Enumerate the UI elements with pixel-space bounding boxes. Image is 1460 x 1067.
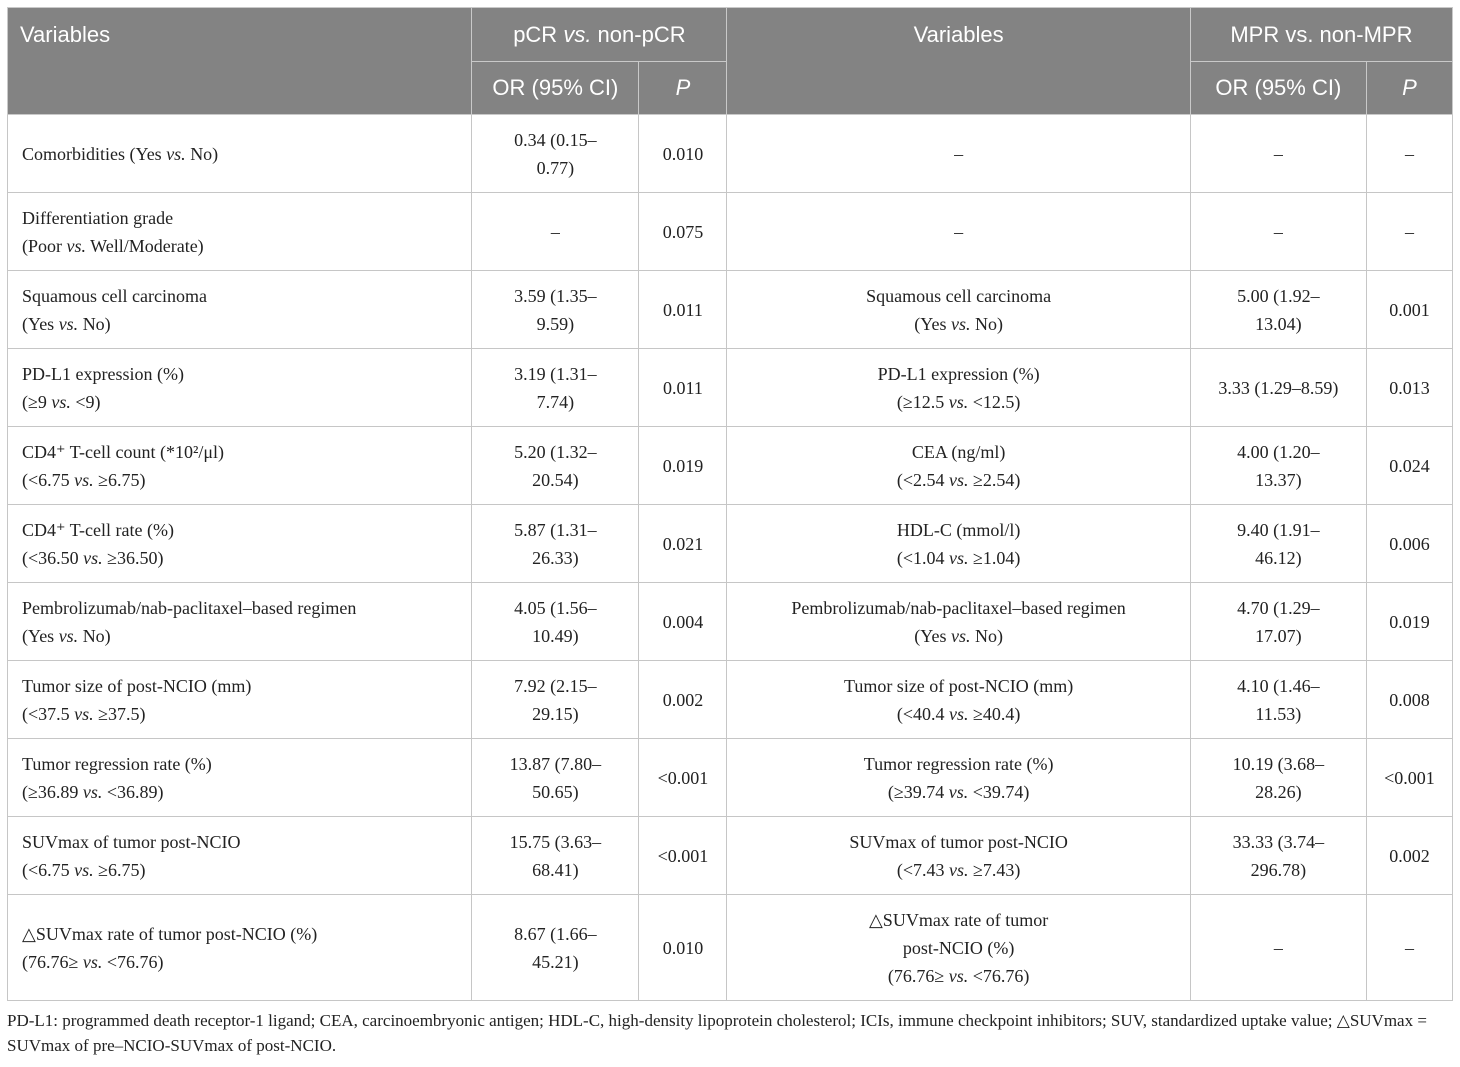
left-variable-cell [8,115,472,193]
right-or-cell [1190,505,1366,583]
cell-line: 13.87 (7.80– [509,753,602,774]
right-variable-cell [727,739,1190,817]
table-row [8,427,1453,505]
cell-line: 5.20 (1.32– [514,441,597,462]
header-p-right: P [1366,62,1452,115]
cell-line: (<40.4 vs. ≥40.4) [896,703,1021,724]
cell-line: 5.00 (1.92– [1237,285,1320,306]
left-variable-cell [8,583,472,661]
cell-line: (Yes vs. No) [22,313,111,334]
left-or-cell [472,817,639,895]
left-p-cell: 0.010 [639,115,727,193]
right-variable-cell [727,583,1190,661]
left-variable-cell [8,271,472,349]
left-variable-cell [8,661,472,739]
left-or-cell [472,115,639,193]
left-or-cell [472,505,639,583]
left-p-cell: 0.011 [639,271,727,349]
table-footnote: PD-L1: programmed death receptor-1 ligand; CEA, carcinoembryonic antigen; HDL-C, high-density lipoprotein cholesterol; ICIs, immune checkpoint inhibitors; SUV, standardized uptake value; △SUVmax = SUVmax of pre–NCIO-SUVmax of post-NCIO. [7,1011,1427,1055]
cell-line: Comorbidities (Yes vs. No) [22,143,219,164]
cell-line: (≥12.5 vs. <12.5) [896,391,1021,412]
right-p-cell: 0.024 [1366,427,1452,505]
right-or-cell [1190,661,1366,739]
cell-line: – [954,143,964,164]
cell-line: – [1273,143,1283,164]
table-row [8,895,1453,1001]
header-or-right: OR (95% CI) [1190,62,1366,115]
cell-line: 7.92 (2.15– [514,675,597,696]
left-variable-cell [8,349,472,427]
table-row [8,739,1453,817]
left-p-cell: 0.010 [639,895,727,1001]
cell-line: 4.05 (1.56– [514,597,597,618]
cell-line: Tumor regression rate (%) [863,753,1054,774]
table-row [8,271,1453,349]
left-p-cell: 0.075 [639,193,727,271]
cell-line: (<36.50 vs. ≥36.50) [22,547,164,568]
cell-line: (Yes vs. No) [914,313,1003,334]
right-or-cell [1190,193,1366,271]
cell-line: – [1273,937,1283,958]
table-header [8,8,1453,115]
left-or-cell [472,895,639,1001]
cell-line: 3.19 (1.31– [514,363,597,384]
cell-line: 15.75 (3.63– [509,831,602,852]
cell-line: Pembrolizumab/nab-paclitaxel–based regimen [791,597,1126,618]
cell-line: 296.78) [1250,859,1307,880]
cell-line: 7.74) [536,391,575,412]
left-variable-cell [8,895,472,1001]
left-variable-cell [8,739,472,817]
cell-line: 0.77) [536,157,575,178]
cell-line: (<7.43 vs. ≥7.43) [896,859,1021,880]
header-variables-right: Variables [727,8,1190,115]
left-variable-cell [8,505,472,583]
cell-line: CD4⁺ T-cell rate (%) [22,519,174,540]
table-body [8,115,1453,1001]
left-variable-cell [8,817,472,895]
left-variable-cell [8,193,472,271]
cell-line: – [550,221,560,242]
right-p-cell: 0.019 [1366,583,1452,661]
left-p-cell: 0.019 [639,427,727,505]
right-or-cell [1190,427,1366,505]
cell-line: – [1273,221,1283,242]
cell-line: CD4⁺ T-cell count (*10²/μl) [22,441,225,462]
cell-line: Differentiation grade [22,207,174,228]
header-variables-left: Variables [8,8,472,115]
cell-line: CEA (ng/ml) [911,441,1006,462]
right-or-cell [1190,817,1366,895]
right-variable-cell [727,115,1190,193]
table-row [8,193,1453,271]
right-variable-cell [727,895,1190,1001]
right-p-cell: – [1366,193,1452,271]
right-p-cell: 0.013 [1366,349,1452,427]
table-row [8,661,1453,739]
cell-line: Tumor size of post-NCIO (mm) [843,675,1074,696]
cell-line: Pembrolizumab/nab-paclitaxel–based regimen [22,597,357,618]
cell-line: (Poor vs. Well/Moderate) [22,235,204,256]
right-or-cell [1190,271,1366,349]
cell-line: SUVmax of tumor post-NCIO [849,831,1068,852]
cell-line: (<6.75 vs. ≥6.75) [22,859,146,880]
cell-line: Squamous cell carcinoma [22,285,207,306]
cell-line: 46.12) [1255,547,1302,568]
results-table-container [7,7,1453,1058]
table-row [8,583,1453,661]
cell-line: △SUVmax rate of tumor [868,909,1049,930]
cell-line: 0.34 (0.15– [514,129,597,150]
left-p-cell: <0.001 [639,817,727,895]
right-or-cell [1190,895,1366,1001]
right-variable-cell [727,817,1190,895]
cell-line: 33.33 (3.74– [1232,831,1325,852]
cell-line: 50.65) [532,781,579,802]
right-variable-cell [727,271,1190,349]
cell-line: (76.76≥ vs. <76.76) [887,965,1030,986]
cell-line: 17.07) [1255,625,1302,646]
cell-line: 11.53) [1255,703,1302,724]
cell-line: Squamous cell carcinoma [866,285,1052,306]
left-or-cell [472,193,639,271]
right-p-cell: 0.006 [1366,505,1452,583]
cell-line: (76.76≥ vs. <76.76) [22,951,164,972]
table-row [8,349,1453,427]
right-variable-cell [727,349,1190,427]
left-p-cell: <0.001 [639,739,727,817]
cell-line: (≥9 vs. <9) [22,391,101,412]
right-p-cell: – [1366,115,1452,193]
cell-line: 5.87 (1.31– [514,519,597,540]
right-or-cell [1190,739,1366,817]
cell-line: 4.10 (1.46– [1237,675,1320,696]
right-or-cell [1190,115,1366,193]
cell-line: (<2.54 vs. ≥2.54) [896,469,1021,490]
right-p-cell: – [1366,895,1452,1001]
cell-line: (<6.75 vs. ≥6.75) [22,469,146,490]
cell-line: (≥36.89 vs. <36.89) [22,781,164,802]
left-p-cell: 0.004 [639,583,727,661]
left-or-cell [472,583,639,661]
cell-line: (≥39.74 vs. <39.74) [887,781,1030,802]
cell-line: 13.37) [1255,469,1302,490]
cell-line: 28.26) [1255,781,1302,802]
cell-line: 9.59) [536,313,575,334]
right-variable-cell [727,193,1190,271]
cell-line: 68.41) [532,859,579,880]
cell-line: 3.59 (1.35– [514,285,597,306]
cell-line: SUVmax of tumor post-NCIO [22,831,241,852]
cell-line: PD-L1 expression (%) [22,363,184,384]
right-p-cell: 0.001 [1366,271,1452,349]
cell-line: 45.21) [532,951,579,972]
left-or-cell [472,739,639,817]
cell-line: 4.70 (1.29– [1237,597,1320,618]
cell-line: 4.00 (1.20– [1237,441,1320,462]
logistic-regression-table [7,7,1453,1001]
cell-line: 10.19 (3.68– [1232,753,1325,774]
left-or-cell [472,661,639,739]
left-variable-cell [8,427,472,505]
cell-line: 13.04) [1255,313,1302,334]
right-p-cell: <0.001 [1366,739,1452,817]
cell-line: 20.54) [532,469,579,490]
left-or-cell [472,427,639,505]
table-row [8,505,1453,583]
cell-line: Tumor size of post-NCIO (mm) [22,675,252,696]
right-variable-cell [727,661,1190,739]
cell-line: post-NCIO (%) [902,937,1015,958]
cell-line: HDL-C (mmol/l) [896,519,1021,540]
cell-line: (<1.04 vs. ≥1.04) [896,547,1021,568]
right-variable-cell [727,505,1190,583]
cell-line: PD-L1 expression (%) [877,363,1040,384]
cell-line: (Yes vs. No) [22,625,111,646]
right-or-cell [1190,583,1366,661]
cell-line: 29.15) [532,703,579,724]
left-or-cell [472,349,639,427]
cell-line: 8.67 (1.66– [514,923,597,944]
header-group-pcr: pCR vs. non-pCR [472,8,727,62]
cell-line: (<37.5 vs. ≥37.5) [22,703,146,724]
right-p-cell: 0.002 [1366,817,1452,895]
left-p-cell: 0.002 [639,661,727,739]
left-or-cell [472,271,639,349]
cell-line: (Yes vs. No) [914,625,1003,646]
right-or-cell [1190,349,1366,427]
table-row [8,817,1453,895]
cell-line: – [954,221,964,242]
header-or-left: OR (95% CI) [472,62,639,115]
cell-line: 26.33) [532,547,579,568]
cell-line: Tumor regression rate (%) [22,753,212,774]
cell-line: 10.49) [532,625,579,646]
right-variable-cell [727,427,1190,505]
left-p-cell: 0.011 [639,349,727,427]
header-p-left: P [639,62,727,115]
header-group-mpr: MPR vs. non-MPR [1190,8,1452,62]
cell-line: △SUVmax rate of tumor post-NCIO (%) [22,923,318,944]
table-row [8,115,1453,193]
left-p-cell: 0.021 [639,505,727,583]
cell-line: 9.40 (1.91– [1237,519,1320,540]
right-p-cell: 0.008 [1366,661,1452,739]
cell-line: 3.33 (1.29–8.59) [1218,377,1339,398]
